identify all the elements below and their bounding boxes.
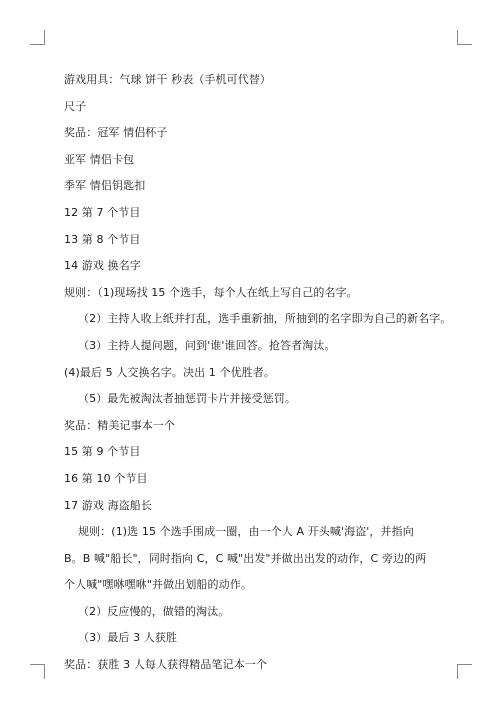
rules-line-1: 规则：（1)现场找 15 个选手，每个人在纸上写自己的名字。 — [64, 285, 358, 299]
game-equipment-line: 游戏用具：气球 饼干 秒表（手机可代替） — [64, 73, 271, 86]
prize-notebook-line: 奖品：精美记事本一个 — [64, 418, 175, 432]
crop-mark-top-right — [457, 30, 472, 45]
program-item-12: 12 第 7 个节目 — [64, 205, 141, 219]
prize-runner-up-line: 亚军 情侣卡包 — [64, 152, 135, 166]
rules-line-5: （5）最先被淘汰者抽惩罚卡片并接受惩罚。 — [78, 392, 296, 406]
pirate-rules-line-2: （2）反应慢的，做错的淘汰。 — [78, 604, 230, 618]
prize-champion-line: 奖品：冠军 情侣杯子 — [64, 126, 168, 140]
program-item-13: 13 第 8 个节目 — [64, 232, 141, 246]
pirate-rules-line-3: （3）最后 3 人获胜 — [78, 631, 178, 645]
program-item-14-heading: 14 游戏 换名字 — [64, 259, 141, 273]
prize-third-place-line: 季军 情侣钥匙扣 — [64, 179, 146, 193]
rules-line-2: （2）主持人收上纸并打乱，选手重新抽，所抽到的名字即为自己的新名字。 — [78, 312, 452, 326]
program-item-17-heading: 17 游戏 海盗船长 — [64, 498, 152, 512]
rules-line-3: （3）主持人提问题，问到'谁'谁回答。抢答者淘汰。 — [78, 338, 336, 352]
crop-mark-bottom-left — [30, 664, 45, 679]
equipment-continuation-line: 尺子 — [64, 99, 87, 113]
program-item-16: 16 第 10 个节目 — [64, 471, 148, 485]
rules-line-4: (4)最后 5 人交换名字。决出 1 个优胜者。 — [64, 365, 275, 379]
document-body — [64, 67, 452, 679]
crop-mark-top-left — [30, 30, 45, 45]
crop-mark-bottom-right — [457, 664, 472, 679]
pirate-rules-paragraph: 规则：(1)选 15 个选手围成一圈，由一个人 A 开头喊'海盗'，并指向 B。B 喊"船长"，同时指向 C，C 喊"出发"并做出出发的动作，C 旁边的两个人喊"嘿咻嘿咻"并做出划船的动作。 — [64, 525, 427, 592]
program-item-15: 15 第 9 个节目 — [64, 445, 141, 459]
pirate-prize-line: 奖品：获胜 3 人每人获得精品笔记本一个 — [64, 658, 267, 672]
